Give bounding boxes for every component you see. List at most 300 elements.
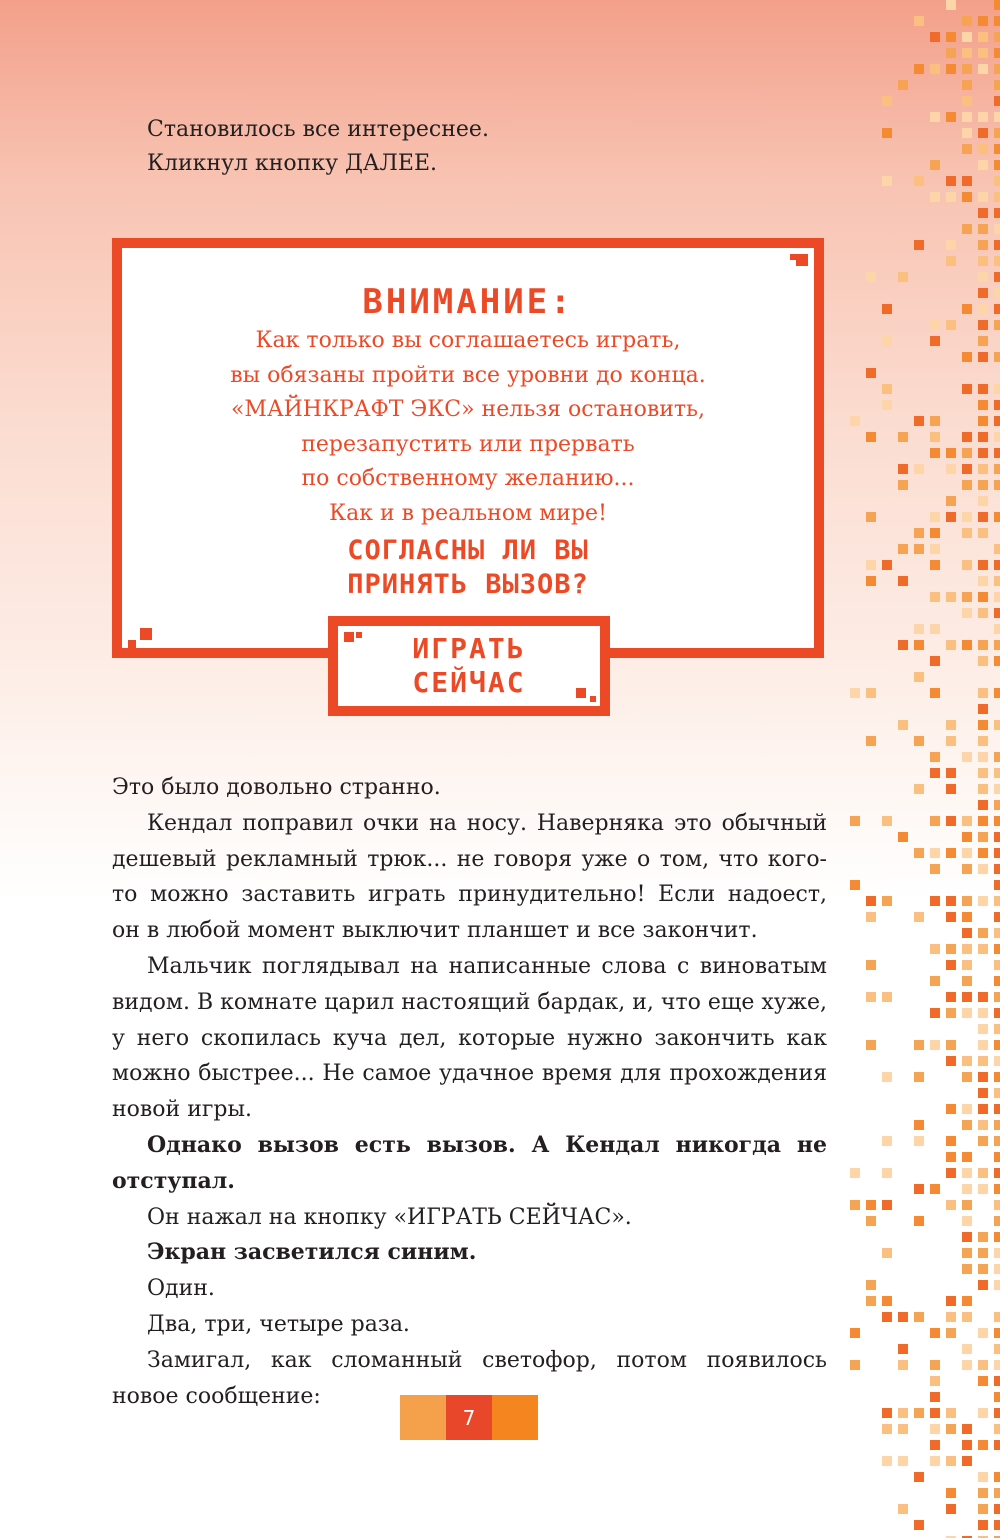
pixel-square [978, 272, 988, 282]
pixel-square [994, 1040, 1000, 1050]
pixel-square [946, 192, 956, 202]
pixel-square [962, 1248, 972, 1258]
pixel-square [898, 272, 908, 282]
pixel-square [882, 1248, 892, 1258]
pixel-square [994, 272, 1000, 282]
pixel-square [994, 1408, 1000, 1418]
pixel-square [866, 688, 876, 698]
pixel-square [946, 1424, 956, 1434]
pixel-square [994, 976, 1000, 986]
pixel-square [946, 1136, 956, 1146]
pixel-square [994, 1184, 1000, 1194]
pixel-square [850, 688, 860, 698]
pixel-square [850, 416, 860, 426]
pixel-square [914, 1312, 924, 1322]
pixel-square [882, 560, 892, 570]
pixel-square [962, 96, 972, 106]
pixel-square [994, 992, 1000, 1002]
pixel-square [978, 704, 988, 714]
pixel-square [898, 640, 908, 650]
pixel-square [946, 944, 956, 954]
pixel-square [994, 1488, 1000, 1498]
pixel-square [914, 848, 924, 858]
pixel-square [946, 1328, 956, 1338]
pixel-square [946, 1456, 956, 1466]
pixel-square [978, 16, 988, 26]
pixel-square [946, 1040, 956, 1050]
pixel-square [978, 1056, 988, 1066]
pixel-square [866, 1216, 876, 1226]
pixel-corner [344, 632, 354, 642]
pixel-square [994, 208, 1000, 218]
pixel-square [962, 560, 972, 570]
pixel-square [994, 256, 1000, 266]
pixel-square [882, 1296, 892, 1306]
pixel-square [994, 1216, 1000, 1226]
pixel-square [914, 1184, 924, 1194]
pixel-square [994, 1008, 1000, 1018]
pixel-square [962, 432, 972, 442]
pixel-square [930, 512, 940, 522]
pixel-square [978, 1184, 988, 1194]
pixel-square [994, 320, 1000, 330]
pixel-square [850, 816, 860, 826]
story-paragraph: Однако вызов есть вызов. А Кендал никогда не отступал. [112, 1131, 827, 1194]
pixel-square [962, 912, 972, 922]
pixel-square [946, 1008, 956, 1018]
pixel-square [962, 448, 972, 458]
question-line: ПРИНЯТЬ ВЫЗОВ? [347, 569, 589, 600]
pixel-square [930, 448, 940, 458]
pixel-square [994, 0, 1000, 10]
pixel-square [946, 1200, 956, 1210]
pixel-square [930, 1184, 940, 1194]
pixel-square [946, 768, 956, 778]
pixel-square [866, 560, 876, 570]
pixel-square [946, 912, 956, 922]
pixel-square [898, 1360, 908, 1370]
pixel-square [994, 592, 1000, 602]
pixel-square [882, 1200, 892, 1210]
pixel-square [866, 992, 876, 1002]
pixel-square [994, 1168, 1000, 1178]
pixel-square [898, 1424, 908, 1434]
pixel-square [994, 720, 1000, 730]
pixel-square [978, 416, 988, 426]
pixel-square [914, 1472, 924, 1482]
pixel-square [978, 1520, 988, 1530]
pixel-square [962, 1264, 972, 1274]
pixel-square [930, 112, 940, 122]
pixel-square [930, 848, 940, 858]
pixel-square [994, 800, 1000, 810]
pixel-square [994, 1088, 1000, 1098]
pixel-corner [576, 688, 586, 698]
pixel-square [898, 464, 908, 474]
pixel-square [994, 128, 1000, 138]
pixel-square [994, 960, 1000, 970]
pixel-square [930, 336, 940, 346]
pixel-square [994, 784, 1000, 794]
pixel-square [978, 160, 988, 170]
pixel-square [914, 672, 924, 682]
pixel-square [930, 560, 940, 570]
pixel-square [962, 960, 972, 970]
pixel-square [978, 304, 988, 314]
warning-line: «МАЙНКРАФТ ЭКС» нельзя остановить, [230, 397, 706, 422]
pixel-square [978, 1072, 988, 1082]
pixel-square [994, 752, 1000, 762]
pixel-square [962, 144, 972, 154]
intro-text [147, 113, 489, 181]
pixel-square [978, 768, 988, 778]
pixel-square [914, 1216, 924, 1226]
pixel-square [978, 256, 988, 266]
pixel-square [994, 224, 1000, 234]
pixel-square [882, 384, 892, 394]
pixel-square [962, 1216, 972, 1226]
page-number: 7 [446, 1395, 492, 1440]
pixel-square [930, 1008, 940, 1018]
pixel-square [898, 1408, 908, 1418]
pixel-square [930, 528, 940, 538]
pixel-square [978, 720, 988, 730]
pixel-square [994, 544, 1000, 554]
pixel-square [914, 640, 924, 650]
pixel-square [978, 864, 988, 874]
pixel-square [946, 496, 956, 506]
pixel-square [930, 416, 940, 426]
pixel-square [898, 720, 908, 730]
pixel-square [866, 1296, 876, 1306]
pixel-square [978, 1088, 988, 1098]
pixel-square [962, 1424, 972, 1434]
pixel-square [930, 1040, 940, 1050]
pixel-square [994, 1280, 1000, 1290]
pixel-square [994, 1152, 1000, 1162]
pixel-square [978, 608, 988, 618]
play-button-label: ИГРАТЬ [412, 632, 526, 665]
pixel-square [994, 1056, 1000, 1066]
pixel-square [962, 848, 972, 858]
warning-line: вы обязаны пройти все уровни до конца. [230, 362, 706, 388]
pixel-square [882, 1072, 892, 1082]
pixel-square [930, 816, 940, 826]
pixel-square [994, 848, 1000, 858]
pixel-corner [590, 696, 596, 702]
pixel-square [882, 1424, 892, 1434]
pixel-square [962, 176, 972, 186]
pixel-square [882, 304, 892, 314]
pixel-square [946, 48, 956, 58]
pixel-square [946, 32, 956, 42]
pixel-square [994, 416, 1000, 426]
pixel-square [946, 256, 956, 266]
story-paragraph: Кендал поправил очки на носу. Наверняка это обычный дешевый рекламный трюк... не говоря уже о том, что кого-то можно заставить играть принудительно! Если надоест, он в любой момент выключит планшет и все закончит. [112, 810, 827, 944]
pixel-square [962, 1120, 972, 1130]
pixel-square [946, 64, 956, 74]
story-text [112, 770, 827, 1414]
pixel-square [978, 560, 988, 570]
pixel-square [930, 624, 940, 634]
pixel-square [994, 1424, 1000, 1434]
pixel-square [866, 736, 876, 746]
story-paragraph: Это было довольно странно. [112, 775, 441, 800]
pixel-square [978, 656, 988, 666]
pixel-square [994, 816, 1000, 826]
pixel-square [866, 512, 876, 522]
pixel-square [946, 1408, 956, 1418]
pixel-square [978, 1136, 988, 1146]
intro-line: Становилось все интереснее. [147, 117, 489, 142]
pixel-square [994, 16, 1000, 26]
pixel-square [866, 368, 876, 378]
pixel-square [994, 832, 1000, 842]
pixel-square [994, 1472, 1000, 1482]
warning-line: по собственному желанию... [301, 466, 635, 491]
footer-block [492, 1395, 538, 1440]
pixel-square [962, 384, 972, 394]
pixel-square [866, 1200, 876, 1210]
pixel-square [962, 1296, 972, 1306]
pixel-square [930, 32, 940, 42]
pixel-square [850, 1328, 860, 1338]
pixel-square [930, 1408, 940, 1418]
pixel-square [930, 192, 940, 202]
pixel-square [962, 992, 972, 1002]
pixel-square [978, 384, 988, 394]
pixel-square [978, 288, 988, 298]
pixel-square [946, 960, 956, 970]
pixel-square [914, 1408, 924, 1418]
pixel-square [962, 16, 972, 26]
pixel-square [850, 1168, 860, 1178]
pixel-square [882, 816, 892, 826]
pixel-square [978, 992, 988, 1002]
pixel-square [978, 816, 988, 826]
pixel-square [930, 320, 940, 330]
pixel-square [962, 512, 972, 522]
pixel-square [946, 784, 956, 794]
pixel-square [978, 528, 988, 538]
pixel-square [914, 1520, 924, 1530]
pixel-square [882, 1136, 892, 1146]
pixel-square [882, 336, 892, 346]
pixel-square [962, 528, 972, 538]
pixel-square [978, 224, 988, 234]
pixel-square [930, 432, 940, 442]
pixel-square [914, 528, 924, 538]
pixel-square [978, 32, 988, 42]
pixel-square [994, 1248, 1000, 1258]
pixel-square [882, 1168, 892, 1178]
pixel-square [978, 1504, 988, 1514]
pixel-square [978, 1408, 988, 1418]
pixel-square [930, 896, 940, 906]
pixel-square [978, 1376, 988, 1386]
pixel-square [930, 544, 940, 554]
pixel-square [946, 1312, 956, 1322]
pixel-square [946, 1504, 956, 1514]
pixel-square [946, 640, 956, 650]
pixel-square [978, 592, 988, 602]
pixel-square [978, 320, 988, 330]
pixel-square [946, 736, 956, 746]
pixel-square [994, 32, 1000, 42]
pixel-square [930, 752, 940, 762]
pixel-square [850, 1200, 860, 1210]
pixel-square [978, 832, 988, 842]
pixel-square [962, 480, 972, 490]
pixel-square [946, 0, 956, 10]
pixel-square [850, 1360, 860, 1370]
pixel-square [946, 176, 956, 186]
pixel-square [914, 16, 924, 26]
pixel-square [930, 1424, 940, 1434]
pixel-square [978, 944, 988, 954]
pixel-square [978, 1472, 988, 1482]
pixel-square [914, 64, 924, 74]
pixel-square [994, 1200, 1000, 1210]
pixel-square [866, 1280, 876, 1290]
pixel-square [962, 1104, 972, 1114]
pixel-square [994, 928, 1000, 938]
pixel-square [994, 864, 1000, 874]
pixel-square [978, 1232, 988, 1242]
story-paragraph: Замигал, как сломанный светофор, потом появилось новое сообщение: [112, 1347, 827, 1409]
pixel-square [946, 1152, 956, 1162]
pixel-square [930, 656, 940, 666]
pixel-square [978, 144, 988, 154]
pixel-square [946, 320, 956, 330]
pixel-square [994, 1024, 1000, 1034]
pixel-square [978, 464, 988, 474]
pixel-square [978, 1024, 988, 1034]
page-footer [400, 1395, 538, 1440]
pixel-square [978, 400, 988, 410]
pixel-square [978, 192, 988, 202]
play-now-button[interactable] [328, 616, 610, 716]
story-paragraph: Он нажал на кнопку «ИГРАТЬ СЕЙЧАС». [147, 1204, 632, 1230]
story-paragraph: Экран засветился синим. [147, 1239, 477, 1266]
pixel-square [962, 1456, 972, 1466]
pixel-square [898, 544, 908, 554]
pixel-square [914, 1120, 924, 1130]
pixel-square [994, 1312, 1000, 1322]
play-button-label: СЕЙЧАС [412, 666, 526, 699]
pixel-square [962, 1056, 972, 1066]
pixel-square [994, 1392, 1000, 1402]
pixel-square [962, 1440, 972, 1450]
pixel-square [978, 48, 988, 58]
pixel-square [898, 1312, 908, 1322]
pixel-square [994, 304, 1000, 314]
pixel-square [962, 592, 972, 602]
pixel-square [994, 1360, 1000, 1370]
pixel-square [866, 960, 876, 970]
pixel-square [946, 592, 956, 602]
pixel-square [978, 112, 988, 122]
pixel-square [978, 848, 988, 858]
pixel-square [994, 288, 1000, 298]
pixel-square [978, 512, 988, 522]
pixel-square [946, 1168, 956, 1178]
pixel-square [930, 864, 940, 874]
pixel-square [962, 1232, 972, 1242]
pixel-square [946, 896, 956, 906]
pixel-square [994, 48, 1000, 58]
pixel-square [994, 112, 1000, 122]
pixel-square [994, 176, 1000, 186]
pixel-square [882, 1456, 892, 1466]
pixel-square [978, 1008, 988, 1018]
pixel-square [962, 1072, 972, 1082]
pixel-square [946, 512, 956, 522]
pixel-square [994, 464, 1000, 474]
pixel-square [866, 576, 876, 586]
pixel-square [914, 416, 924, 426]
pixel-square [930, 64, 940, 74]
pixel-square [946, 720, 956, 730]
pixel-square [962, 1200, 972, 1210]
pixel-square [898, 80, 908, 90]
pixel-square [962, 640, 972, 650]
pixel-square [994, 560, 1000, 570]
pixel-square [994, 1328, 1000, 1338]
pixel-square [978, 128, 988, 138]
pixel-square [962, 928, 972, 938]
pixel-square [898, 432, 908, 442]
pixel-square [930, 1392, 940, 1402]
pixel-square [930, 1360, 940, 1370]
pixel-square [962, 80, 972, 90]
pixel-square [962, 32, 972, 42]
pixel-square [882, 400, 892, 410]
pixel-square [866, 896, 876, 906]
pixel-square [962, 608, 972, 618]
pixel-square [978, 208, 988, 218]
pixel-square [994, 432, 1000, 442]
pixel-square [978, 1328, 988, 1338]
pixel-square [978, 1120, 988, 1130]
pixel-square [994, 608, 1000, 618]
pixel-square [978, 64, 988, 74]
pixel-square [930, 976, 940, 986]
pixel-corner [796, 254, 808, 266]
pixel-square [882, 896, 892, 906]
pixel-corner [140, 628, 152, 640]
pixel-square [978, 1360, 988, 1370]
pixel-square [914, 912, 924, 922]
pixel-square [914, 784, 924, 794]
pixel-square [898, 832, 908, 842]
pixel-square [882, 992, 892, 1002]
pixel-square [994, 160, 1000, 170]
pixel-square [994, 1376, 1000, 1386]
pixel-square [930, 592, 940, 602]
pixel-square [946, 1056, 956, 1066]
pixel-square [962, 304, 972, 314]
pixel-square [914, 1136, 924, 1146]
pixel-square [978, 752, 988, 762]
pixel-square [866, 432, 876, 442]
pixel-square [978, 928, 988, 938]
pixel-square [946, 1296, 956, 1306]
pixel-square [962, 816, 972, 826]
pixel-square [978, 640, 988, 650]
pixel-square [994, 656, 1000, 666]
pixel-square [994, 1504, 1000, 1514]
